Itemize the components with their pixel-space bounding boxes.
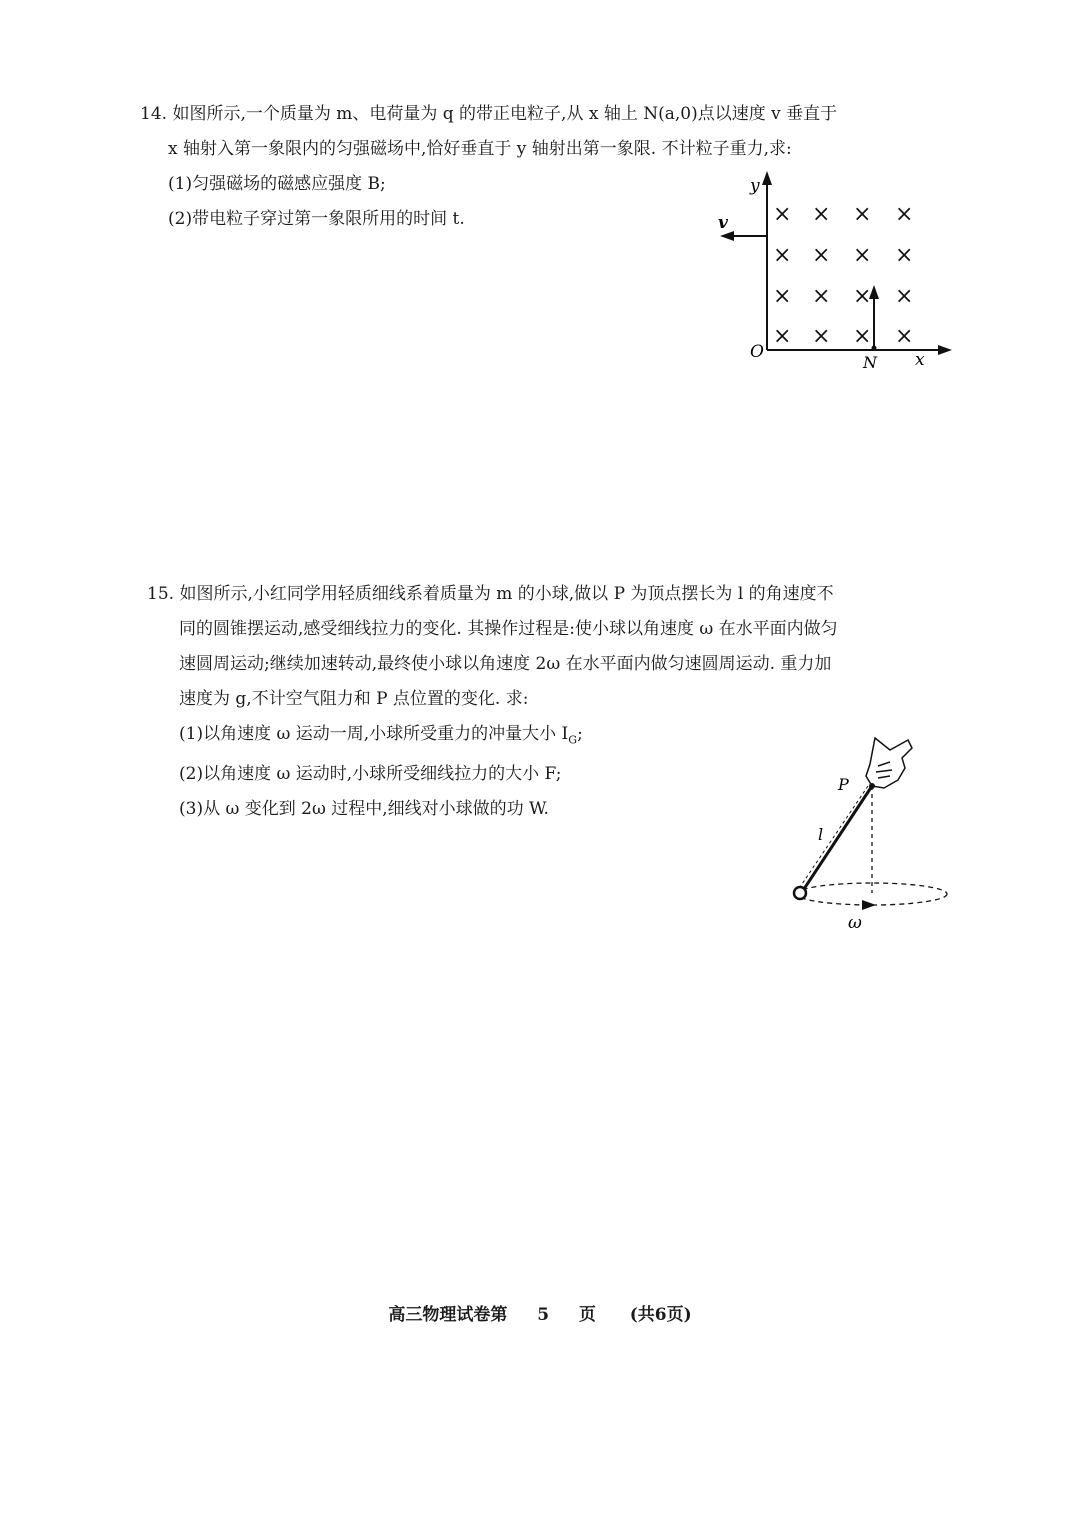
q15-figure	[780, 728, 950, 938]
q14-line-1: 14. 如图所示,一个质量为 m、电荷量为 q 的带正电粒子,从 x 轴上 N(a,0)点以速度 v 垂直于	[140, 104, 838, 124]
page-footer	[0, 1300, 1080, 1325]
field-cross: ×	[853, 243, 872, 268]
field-cross: ×	[812, 243, 831, 268]
label-y: y	[750, 176, 760, 196]
q14-line-2: x 轴射入第一象限内的匀强磁场中,恰好垂直于 y 轴射出第一象限. 不计粒子重力,求:	[168, 139, 792, 159]
q14-figure	[700, 165, 970, 380]
q15-figure-svg	[780, 728, 950, 938]
q14-part-2: (2)带电粒子穿过第一象限所用的时间 t.	[168, 209, 465, 229]
q14-figure-svg	[700, 165, 970, 380]
q15-line-3: 速圆周运动;继续加速转动,最终使小球以角速度 2ω 在水平面内做匀速圆周运动. 重力加	[179, 654, 832, 674]
label-n: N	[863, 353, 877, 372]
footer-suffix: 页	[578, 1305, 596, 1325]
q15-line-1: 15. 如图所示,小红同学用轻质细线系着质量为 m 的小球,做以 P 为顶点摆长为 l 的角速度不	[147, 584, 834, 604]
q15-part-2: (2)以角速度 ω 运动时,小球所受细线拉力的大小 F;	[179, 764, 562, 785]
field-cross: ×	[853, 202, 872, 227]
x-axis-arrow	[938, 345, 952, 355]
field-cross: ×	[853, 284, 872, 309]
q15-line-4: 速度为 g,不计空气阻力和 P 点位置的变化. 求:	[179, 689, 529, 709]
footer-total: (共6页)	[629, 1305, 692, 1325]
label-p: P	[838, 775, 849, 794]
magnetic-field	[773, 202, 913, 349]
label-l: l	[818, 825, 824, 844]
string-shadow	[798, 786, 868, 890]
hand-icon	[866, 738, 912, 788]
point-n	[872, 346, 877, 351]
field-cross: ×	[773, 324, 792, 349]
field-cross: ×	[773, 202, 792, 227]
orbit	[797, 883, 947, 905]
q15-part-1-text: (1)以角速度 ω 运动一周,小球所受重力的冲量大小 I	[179, 724, 569, 744]
field-cross: ×	[773, 243, 792, 268]
field-cross: ×	[895, 284, 914, 309]
q15-part-1-sub: G	[568, 733, 578, 747]
footer-page-number: 5	[537, 1305, 550, 1325]
ball	[794, 887, 806, 899]
q15-part-3: (3)从 ω 变化到 2ω 过程中,细线对小球做的功 W.	[179, 799, 549, 820]
orbit-direction-arrow	[862, 900, 876, 910]
label-x: x	[915, 350, 925, 370]
footer-prefix: 高三物理试卷第	[388, 1305, 508, 1325]
string	[802, 786, 872, 892]
field-cross: ×	[895, 324, 914, 349]
field-cross: ×	[853, 324, 872, 349]
field-cross: ×	[895, 202, 914, 227]
field-cross: ×	[812, 324, 831, 349]
field-cross: ×	[773, 284, 792, 309]
field-cross: ×	[812, 284, 831, 309]
label-omega: ω	[848, 913, 862, 933]
y-axis-arrow	[762, 171, 772, 185]
label-v: v	[718, 213, 728, 233]
field-cross: ×	[895, 243, 914, 268]
q14-part-1: (1)匀强磁场的磁感应强度 B;	[168, 174, 386, 194]
q15-line-2: 同的圆锥摆运动,感受细线拉力的变化. 其操作过程是:使小球以角速度 ω 在水平面内做匀	[179, 619, 838, 639]
q15-part-1-end: ;	[577, 724, 583, 744]
field-cross: ×	[812, 202, 831, 227]
label-o: O	[750, 342, 764, 362]
